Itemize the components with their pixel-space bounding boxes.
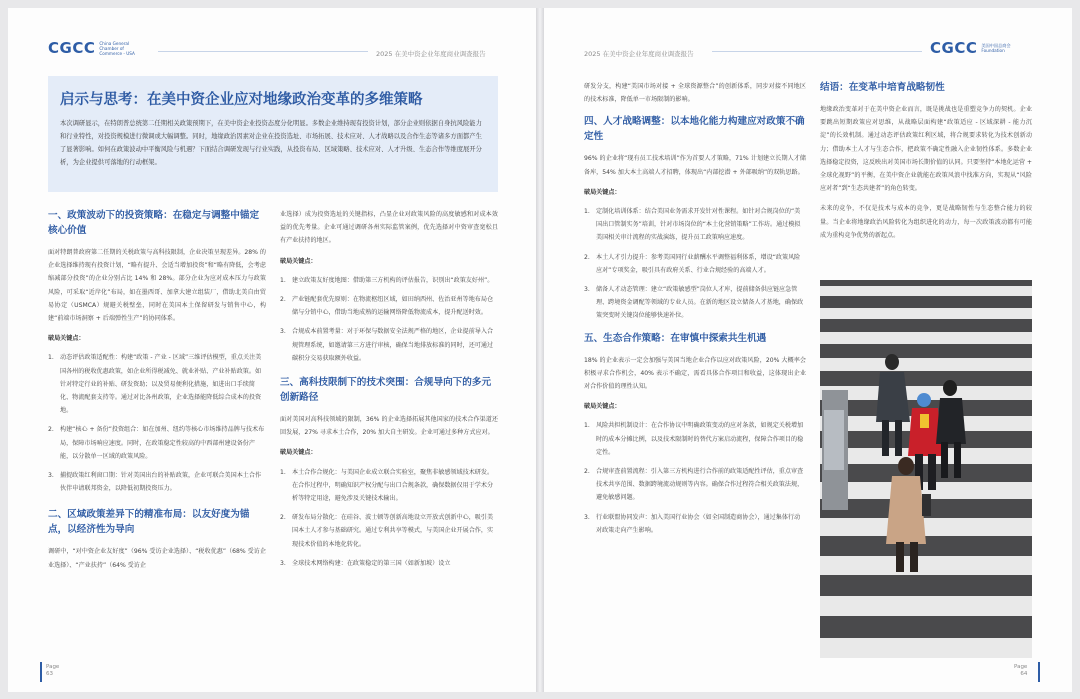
list-item: 1. 建立政策友好度地图：借助第三方机构的评估报告，识别出“政策友好州”。 — [280, 276, 494, 284]
section-4-title: 四、人才战略调整：以本地化能力构建应对政策不确定性 — [584, 116, 805, 143]
crosswalk-pedestrians-icon — [820, 280, 1032, 658]
section-3-continued: 研发分支，构建“美国市场对接 + 全球资源整合”的创新体系，同步对接不同地区的技术标准，降低单一市场限制的影响。 — [584, 83, 806, 104]
crosswalk-photo — [820, 280, 1032, 658]
page-marker-bar — [40, 662, 42, 682]
section-2-list — [280, 274, 498, 365]
list-item: 2. 研发布局分散化：在硅谷、波士顿等创新高地设立开放式创新中心，吸引美国本土人才参与基础研究。通过专利共享等模式，与美国企业开展合作，实现技术价值的本地化转化。 — [280, 514, 494, 548]
section-4-list — [584, 205, 806, 323]
report-title: 2025 在美中资企业年度商业调查报告 — [376, 50, 486, 58]
left-page — [8, 8, 536, 692]
section-3-list — [280, 466, 498, 570]
intro-banner — [48, 76, 498, 192]
right-column-2 — [820, 80, 1032, 249]
key-points-label: 破局关键点： — [48, 335, 85, 343]
section-3-paragraph: 面对美国对高科技领域的限制，36% 的企业选择拓展其他国家的技术合作渠道还回发展，27% 寻求本土合作，20% 加大自主研发。企业可通过多种方式应对。 — [280, 416, 498, 437]
cgcc-logo: CGCC — [930, 39, 978, 57]
list-item: 2. 构建“核心 + 备份”投资组合：如在加州、纽约等核心市场维持品牌与技术布局，保障市场响应速度。同时，在政策稳定性较高的中西部州建设备份产能，以分散单一区域的政策风险。 — [48, 426, 265, 460]
section-5-paragraph: 18% 的企业表示一定会加强与美国当地企业合作以应对政策风险，20% 大概率会积极寻求合作机会，40% 表示不确定，需看具体合作项目和收益，这体现出企业对合作价值的理性认知。 — [584, 356, 806, 391]
section-1-title: 一、政策波动下的投资策略：在稳定与调整中锚定核心价值 — [48, 210, 260, 236]
section-2-continued: 业选择）成为投资选址的关键指标，凸显企业对政策风险的高度敏感和对成本效益的优先考量。企业可通过调研各州实际监管案例，优先选择对中资审查宽松且有产业扶持的地区。 — [280, 211, 498, 245]
header-logo-left — [48, 38, 145, 58]
logo-subtitle: China General Chamber of Commerce - USA — [99, 40, 135, 56]
section-1-list — [48, 351, 266, 495]
list-item: 2. 产业链配套优先原则：在物流枢纽区域，如田纳西州、佐治亚州等地布局仓储与分销中心，借助当地成熟的运输网络降低物流成本，提升配送时效。 — [280, 296, 494, 317]
list-item: 3. 储备人才动态管理：建立“政策敏感型”岗位人才库，提前储备供应链应急管理、跨境资金调配等领域的专业人员。在新的地区设立储备人才基地，确保政策突变时关键岗位能够快速补位。 — [584, 286, 804, 320]
cgcc-logo: CGCC — [48, 39, 96, 57]
right-column-1 — [584, 80, 806, 543]
page-number-left: Page 63 — [46, 664, 60, 677]
section-5-title: 五、生态合作策略：在审慎中探索共生机遇 — [584, 332, 767, 344]
list-item: 3. 捕捉政策红利窗口期：针对美国出台的补贴政策，企业可联合美国本土合作伙伴申请联邦资金，以降低初期投资压力。 — [48, 472, 262, 493]
right-page — [544, 8, 1072, 692]
section-5-list — [584, 419, 806, 537]
section-4-paragraph: 96% 的企业将“现有员工技术培训”作为首要人才策略，71% 计划建立长期人才储备库，54% 加大本土高端人才招聘，体现出“内部挖潜 + 外部吸纳”的双轨思路。 — [584, 155, 806, 176]
list-item: 1. 本土合作合规化：与美国企业成立联合实验室，聚焦非敏感领域技术研发。在合作过程中，明确知识产权分配与出口合规条款，确保数据仅用于学术分析等特定用途，避免涉及关键技术输出。 — [280, 468, 494, 503]
list-item: 1. 风险共担机制设计：在合作协议中明确政策变动的应对条款，如规定关税增加时的成本分摊比例，以及技术限制时的替代方案启动流程，保障合作项目的稳定性。 — [584, 422, 804, 456]
key-points-label: 破局关键点： — [280, 257, 317, 265]
list-item: 3. 行业联盟协同发声：加入美国行业协会（如全国制造商协会），通过集体行动对政策走向产生影响。 — [584, 513, 801, 534]
header-rule — [158, 51, 368, 52]
conclusion-paragraph-2: 未来的竞争，不仅是技术与成本的竞争，更是战略韧性与生态整合能力的较量。当企业将地缘政治风险转化为组织进化的动力，每一次政策波动都有可能成为重构竞争优势的新起点。 — [820, 205, 1032, 239]
conclusion-title: 结语：在变革中培育战略韧性 — [820, 82, 945, 93]
conclusion-paragraph-1: 地缘政治变革对于在美中资企业而言，既是挑战也是重塑竞争力的契机。企业要跳出短期政策应对思维，从战略层面构建“政策适应 - 区域深耕 - 能力沉淀”的长效机制。通过动态评估政策红利区域，将合规要求转化为技术创新动力；借助本土人才与生态合作，把政策不确定性融入企业韧性体系。多数企业选择稳定投资，这反映出对美国市场长期价值的认同。只要坚持“本地化运营 + 全球化视野”的平衡，在美中资企业就能在政策风浪中找准方向，实现从“风险应对者”到“生态共建者”的角色转变。 — [820, 106, 1032, 193]
page-marker-bar — [1038, 662, 1040, 682]
list-item: 1. 定制化培训体系：结合美国业务需求开发针对性课程。如针对合规岗位的“美国出口管制实务”培训，针对市场岗位的“本土化营销策略”工作坊。通过模拟美国相关审计流程的实战演练，提升员工政策响应速度。 — [584, 208, 801, 242]
key-points-label: 破局关键点： — [584, 188, 621, 196]
left-column-2 — [280, 208, 498, 576]
report-title: 2025 在美中资企业年度商业调查报告 — [584, 50, 694, 58]
book-spine — [536, 8, 544, 692]
section-2-title: 二、区域政策差异下的精准布局：以友好度为锚点，以经济性为导向 — [48, 509, 250, 536]
list-item: 2. 本土人才引力提升：参考美国同行业薪酬水平调整福利体系，增设“政策风险应对”专项奖金，吸引具有政府关系、行业合规经验的高端人才。 — [584, 253, 801, 274]
banner-title: 启示与思考：在美中资企业应对地缘政治变革的多维策略 — [60, 92, 423, 108]
section-2-paragraph: 调研中，“对中资企业友好度”（96% 受访企业选择）、“税收优惠”（68% 受访企业选择）、“产业扶持”（64% 受访企 — [48, 548, 266, 569]
header-logo-right — [930, 38, 1027, 58]
key-points-label: 破局关键点： — [584, 403, 621, 411]
banner-body: 本次调研显示，在特朗普总统第二任期相关政策预期下，在美中资企业投资态度分化明显。多数企业维持现有投资计划，部分企业则依据自身抗风险能力和行业特性，对投资规模进行微调或大幅调整。同时，地缘政治因素对企业在投资选址、市场拓展、技术应对、人才战略以及合作生态等诸多方面都产生了显著影响。如何在政策波动中平衡风险与机遇？下面结合调研发现与行业实践，从投资布局、区域策略、技术应对、人才升级、生态合作等维度展开分析，为企业提供可落地的行动框架。 — [60, 120, 482, 166]
list-item: 3. 合规成本前置考量：对于环保与数据安全法规严格的地区，企业提前导入合规管理系统，如邀请第三方进行审核，确保当地排放标准的同时，还可通过碳积分交易获取额外收益。 — [280, 328, 494, 362]
list-item: 2. 合规审查前置流程：引入第三方机构进行合作前的政策适配性评估，重点审查技术共享范围、数据跨境流动规则等内容。确保合作过程符合相关政策法规，避免敏感问题。 — [584, 468, 804, 502]
section-1-paragraph: 面对特朗普政府第二任期的关税政策与高科技限制，企业决策呈现差异。28% 的企业选择维持现有投资计划，“略有提升、会适当增加投资”和“略有降低，会考虑缩减部分投资”的企业分别占比 14% 和 28%。部分企业为应对成本压力与政策风险，可采取“近岸化”布局，如在墨西哥、加拿大建立组装厂，借助北美自由贸易协定（USMCA）规避关税壁垒，同时在美国本土保留研发与销售中心，构建“前端市场洞察 + 后端弹性生产”的协同体系。 — [48, 249, 266, 323]
header-rule — [712, 51, 922, 52]
list-item: 3. 全球技术网络构建：在政策稳定的第三国（如新加坡）设立 — [280, 559, 451, 567]
list-item: 1. 动态评估政策适配性：构建“政策 - 产业 - 区域”三维评估模型，重点关注美国各州的税收优惠政策，如企业所得税减免、就业补贴、产业补贴政策。如针对特定行业的补贴、研发资助；以及贸易便利化措施，如进出口手续简化、物流配套支持等。通过对比各州政策，企业选择能降低综合成本的投资地。 — [48, 354, 262, 415]
section-3-title: 三、高科技限制下的技术突围：合规导向下的多元创新路径 — [280, 377, 492, 404]
key-points-label: 破局关键点： — [280, 449, 317, 457]
page-number-right: Page 64 — [1014, 664, 1028, 677]
logo-subtitle: 美国中国总商会 Foundation — [981, 43, 1011, 53]
left-column-1 — [48, 208, 266, 579]
